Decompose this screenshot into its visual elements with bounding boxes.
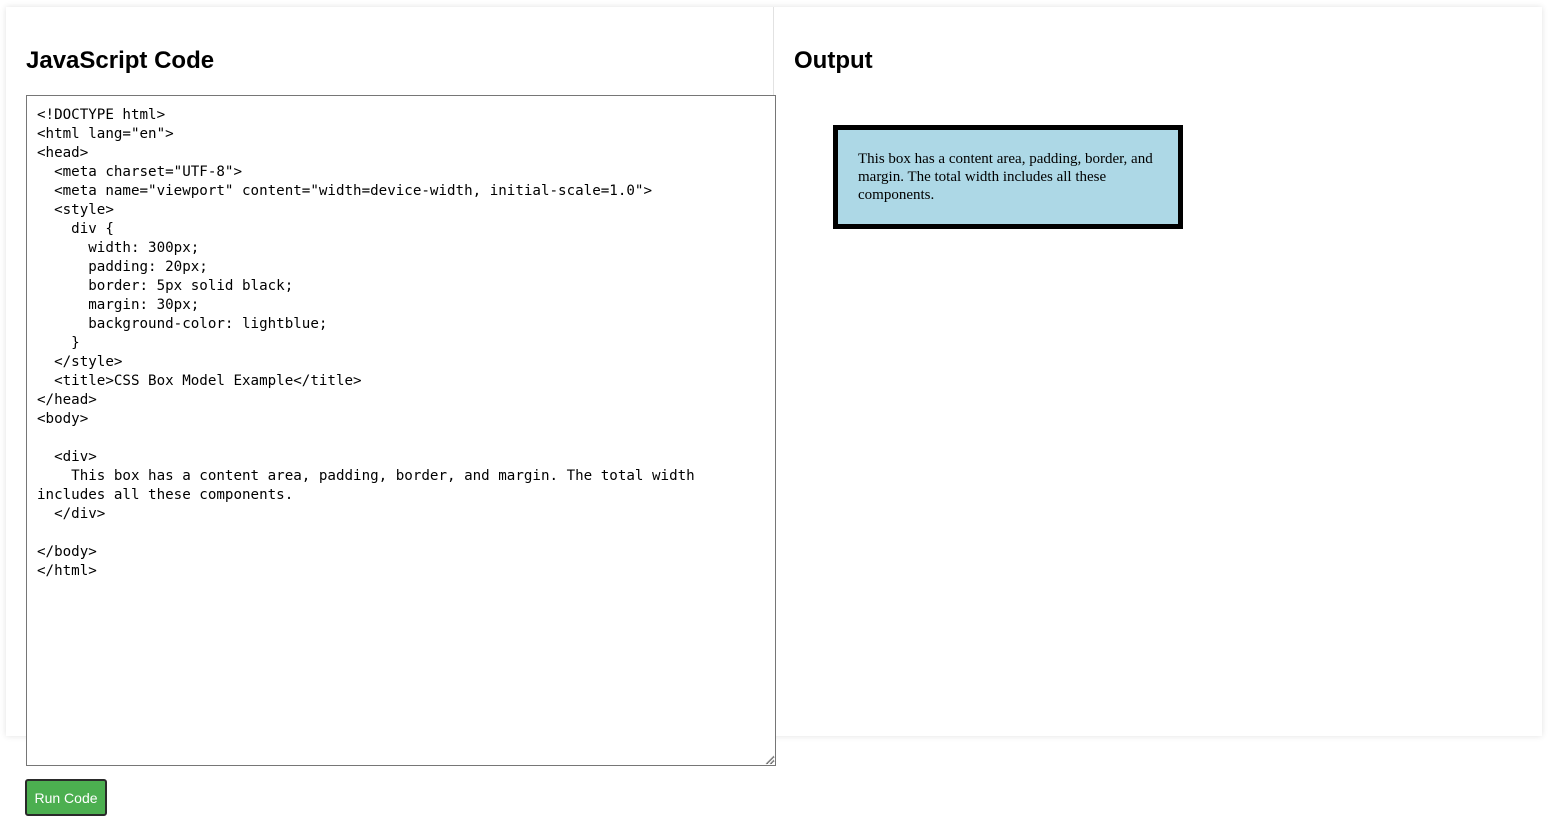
code-editor[interactable] bbox=[26, 95, 776, 766]
run-code-button[interactable]: Run Code bbox=[25, 779, 107, 816]
resize-grip-icon[interactable] bbox=[764, 754, 775, 765]
box-model-demo: This box has a content area, padding, border, and margin. The total width includes all these components. bbox=[833, 125, 1183, 229]
code-panel-title: JavaScript Code bbox=[26, 47, 215, 74]
output-frame bbox=[775, 95, 1541, 735]
output-panel-title: Output bbox=[794, 47, 873, 74]
